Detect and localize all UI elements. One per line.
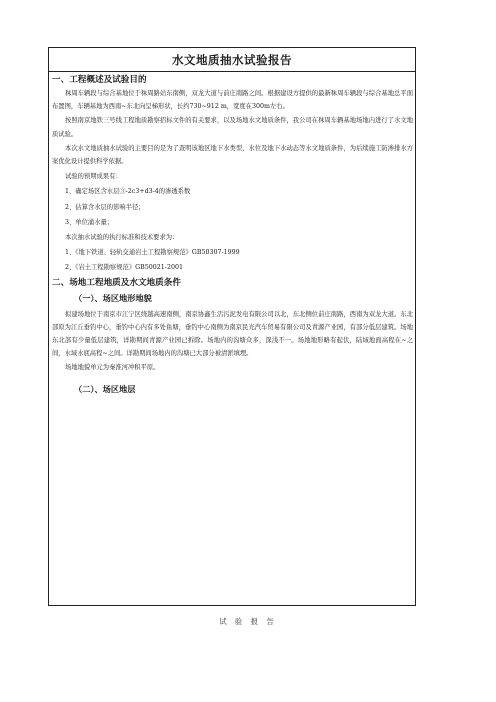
standard-2: 2、《岩土工程勘察规范》GB50021-2001 (65, 264, 183, 272)
expected-result-1: 1、确定场区含水层③-2c3+d3-4的渗透系数 (65, 188, 191, 196)
report-table (48, 47, 416, 606)
terrain-paragraph-2: 场地地貌单元为秦淮河冲积平原。 (65, 364, 160, 372)
subsection-strata-heading: （二）、场区地层 (74, 383, 136, 394)
expected-results-intro: 试验的预期成果有： (65, 173, 122, 181)
section1-paragraph-2: 按照南京地铁三号线工程地质勘察招标文件的有关要求，以及场地水文地质条件，我公司在秣周车辆基地场地内进行了水文地质试验。 (52, 117, 413, 138)
terrain-paragraph-1: 拟建场地位于南京市江宁区绕越高速南侧，南京协鑫生活污泥发电有限公司以北，东北侧位前庄南路，西南为双龙大道。东北部原为江丘垂钓中心，垂钓中心内有多处鱼塘，垂钓中心南侧为南京民光汽车贸易有限公司及青源产业园，有部分低层建筑。场地东北部有少量低层建筑，详勘期间青源产业园已拆除。场地内的沟塘众多，深浅不一。场地地形略有起伏，陆域地面高程在~之间，水域水底高程~之间。详勘期间场地内的沟塘已大部分被清淤填埋。 (52, 310, 413, 358)
report-content (49, 72, 415, 396)
report-title: 水文地质抽水试验报告 (172, 52, 292, 67)
section1-paragraph-1: 秣周车辆段与综合基地位于秣周路站东南侧，双龙大道与前庄南路之间。根据建设方提供的最新秣周车辆段与综合基地总平面布置图，车辆基地为西南~东北向呈梯形状，长约730~912 m，宽度在300m左右。 (52, 90, 413, 111)
section1-heading: 一、工程概述及试验目的 (52, 75, 147, 85)
standard-1: 1、《地下铁道、轻轨交通岩土工程勘察规范》GB50307-1999 (65, 249, 240, 257)
page-footer: 试 验 报 告 (219, 617, 277, 626)
section2-heading: 二、场地工程地质及水文地质条件 (52, 277, 181, 288)
subsection-terrain-heading: （一）、场区地形地貌 (74, 292, 152, 303)
expected-result-3: 3、单位涌水量； (65, 218, 114, 226)
section1-paragraph-3: 本次水文地质抽水试验的主要目的是为了查明该地区地下水类型、水位及地下水动态等水文地质条件，为后续施工防渗排水方案优化设计提供科学依据。 (52, 144, 413, 166)
standards-intro: 本次抽水试验的执行标准和技术要求为： (65, 234, 179, 242)
expected-result-2: 2、估算含水层的影响半径； (65, 203, 145, 211)
title-row (49, 48, 415, 72)
